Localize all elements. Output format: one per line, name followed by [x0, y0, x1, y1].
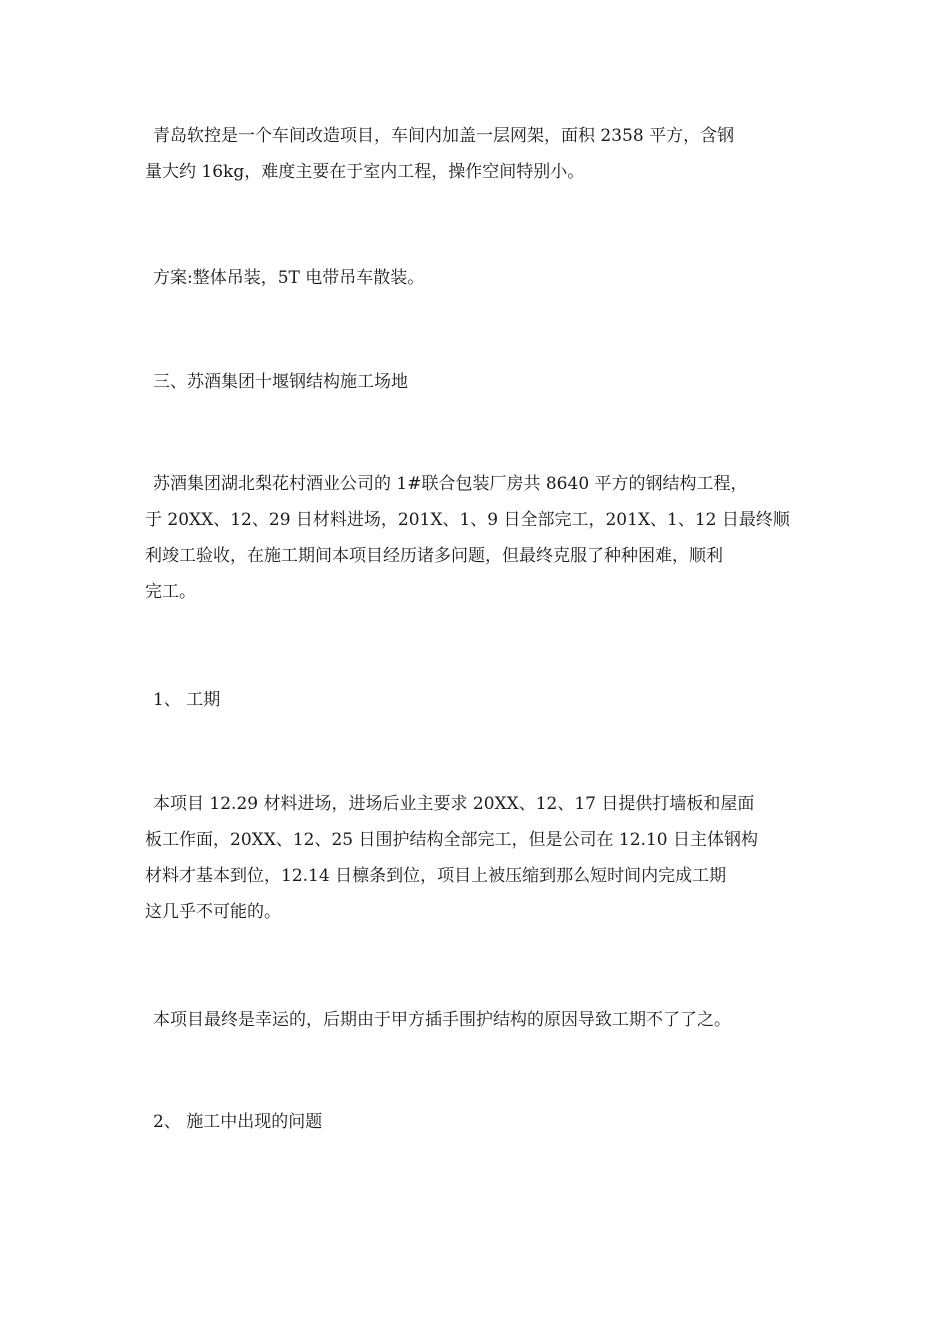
text-line: 本项目 12.29 材料进场，进场后业主要求 20XX、12、17 日提供打墙板和屋面: [153, 794, 755, 814]
text-line: 量大约 16kg，难度主要在于室内工程，操作空间特别小。: [145, 162, 585, 182]
paragraph-schedule-outcome: [145, 1002, 815, 1038]
text-line: 方案:整体吊装，5T 电带吊车散装。: [153, 268, 425, 288]
text-line: 这几乎不可能的。: [145, 902, 281, 922]
text-line: 板工作面，20XX、12、25 日围护结构全部完工，但是公司在 12.10 日主体钢构: [145, 830, 758, 850]
text-line: 完工。: [145, 582, 196, 602]
text-line: 于 20XX、12、29 日材料进场，201X、1、9 日全部完工，201X、1、12 日最终顺: [145, 510, 790, 530]
heading-text: 1、 工期: [153, 690, 221, 710]
section-heading-3: [145, 364, 815, 400]
subheading-schedule: [145, 682, 815, 718]
text-line: 材料才基本到位，12.14 日檩条到位，项目上被压缩到那么短时间内完成工期: [145, 866, 727, 886]
paragraph-schedule-detail: [145, 786, 815, 930]
paragraph-qingdao-project: [145, 118, 815, 190]
subheading-construction-issues: [145, 1104, 815, 1140]
paragraph-sujiu-project: [145, 466, 815, 610]
text-line: 苏酒集团湖北梨花村酒业公司的 1#联合包装厂房共 8640 平方的钢结构工程，: [153, 474, 748, 494]
text-line: 本项目最终是幸运的，后期由于甲方插手围护结构的原因导致工期不了了之。: [153, 1010, 731, 1030]
paragraph-plan: [145, 260, 815, 296]
text-line: 利竣工验收，在施工期间本项目经历诸多问题，但最终克服了种种困难，顺利: [145, 546, 723, 566]
heading-text: 三、苏酒集团十堰钢结构施工场地: [153, 372, 408, 392]
text-line: 青岛软控是一个车间改造项目，车间内加盖一层网架，面积 2358 平方，含钢: [153, 126, 735, 146]
heading-text: 2、 施工中出现的问题: [153, 1112, 323, 1132]
